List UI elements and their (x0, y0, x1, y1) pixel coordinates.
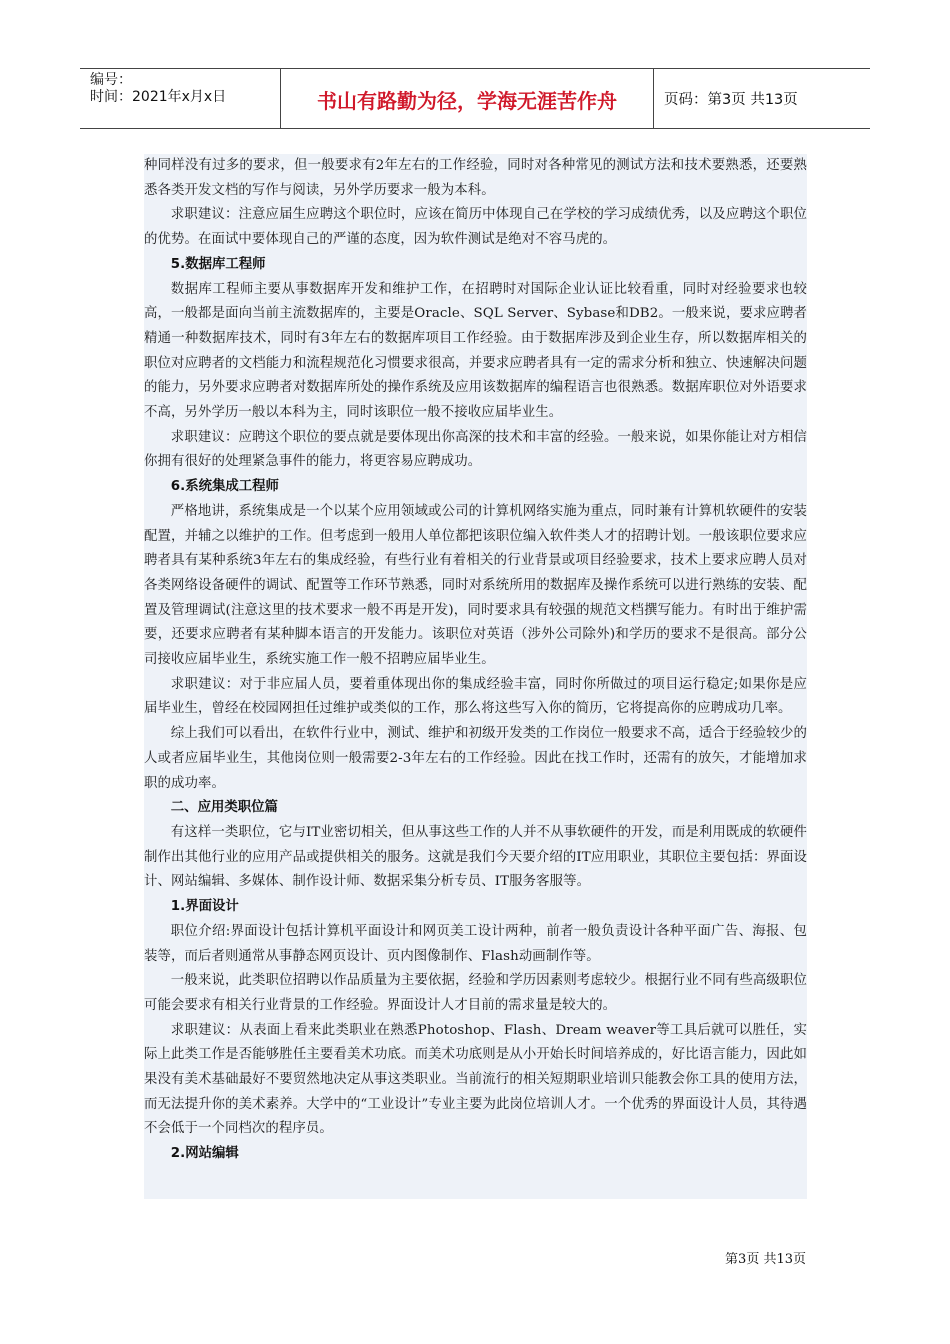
paragraph: 有这样一类职位，它与IT业密切相关，但从事这些工作的人并不从事软硬件的开发，而是利用既成的软硬件制作出其他行业的应用产品或提供相关的服务。这就是我们今天要介绍的IT应用职业，其职位主要包括：界面设计、网站编辑、多媒体、制作设计师、数据采集分析专员、IT服务客服等。 (144, 824, 807, 890)
section-heading: 5.数据库工程师 (170, 256, 266, 272)
header-meta (80, 69, 281, 128)
paragraph: 数据库工程师主要从事数据库开发和维护工作，在招聘时对国际企业认证比较看重，同时对经验要求也较高，一般都是面向当前主流数据库的，主要是Oracle、SQL Server、Sybase和DB2。一般来说，要求应聘者精通一种数据库技术，同时有3年左右的数据库项目工作经验。由于数据库涉及到企业生存，所以数据库相关的职位对应聘者的文档能力和流程规范化习惯要求很高，并要求应聘者具有一定的需求分析和独立、快速解决问题的能力，另外要求应聘者对数据库所处的操作系统及应用该数据库的编程语言也很熟悉。数据库职位对外语要求不高，另外学历一般以本科为主，同时该职位一般不接收应届毕业生。 (144, 281, 807, 421)
doc-time-label: 时间：2021年x月x日 (90, 89, 227, 105)
page-footer: 第3页 共13页 (725, 1252, 806, 1267)
paragraph: 求职建议：注意应届生应聘这个职位时，应该在简历中体现自己在学校的学习成绩优秀，以及应聘这个职位的优势。在面试中要体现自己的严谨的态度，因为软件测试是绝对不容马虎的。 (144, 207, 807, 248)
header-motto: 书山有路勤为径，学海无涯苦作舟 (281, 69, 654, 128)
paragraph: 求职建议：应聘这个职位的要点就是要体现出你高深的技术和丰富的经验。一般来说，如果你能让对方相信你拥有很好的处理紧急事件的能力，将更容易应聘成功。 (144, 429, 807, 470)
paragraph: 严格地讲，系统集成是一个以某个应用领域或公司的计算机网络实施为重点，同时兼有计算机软硬件的安装配置，并辅之以维护的工作。但考虑到一般用人单位都把该职位编入软件类人才的招聘计划。一般该职位要求应聘者具有某种系统3年左右的集成经验，有些行业有着相关的行业背景或项目经验要求，技术上要求应聘人员对各类网络设备硬件的调试、配置等工作环节熟悉，同时对系统所用的数据库及操作系统可以进行熟练的安装、配置及管理调试(注意这里的技术要求一般不再是开发)，同时要求具有较强的规范文档撰写能力。有时出于维护需要，还要求应聘者有某种脚本语言的开发能力。该职位对英语（涉外公司除外)和学历的要求不是很高。部分公司接收应届毕业生，系统实施工作一般不招聘应届毕业生。 (144, 503, 807, 668)
section-heading: 6.系统集成工程师 (170, 479, 279, 495)
paragraph: 求职建议：从表面上看来此类职业在熟悉Photoshop、Flash、Dream weaver等工具后就可以胜任，实际上此类工作是否能够胜任主要看美术功底。而美术功底则是从小开始长时间培养成的，好比语言能力，因此如果没有美术基础最好不要贸然地决定从事这类职业。当前流行的相关短期职业培训只能教会你工具的使用方法，而无法提升你的美术素养。大学中的“工业设计”专业主要为此岗位培训人才。一个优秀的界面设计人员，其待遇不会低于一个同档次的程序员。 (144, 1022, 807, 1137)
paragraph: 职位介绍:界面设计包括计算机平面设计和网页美工设计两种，前者一般负责设计各种平面广告、海报、包装等，而后者则通常从事静态网页设计、页内图像制作、Flash动画制作等。 (144, 923, 807, 964)
page-header (80, 68, 870, 129)
header-page-info: 页码：第3页 共13页 (664, 92, 798, 108)
section-heading: 2.网站编辑 (170, 1146, 239, 1162)
document-body (144, 154, 807, 1199)
paragraph: 综上我们可以看出，在软件行业中，测试、维护和初级开发类的工作岗位一般要求不高，适合于经验较少的人或者应届毕业生，其他岗位则一般需要2-3年左右的工作经验。因此在找工作时，还需有的放矢，才能增加求职的成功率。 (144, 726, 807, 791)
paragraph: 求职建议：对于非应届人员，要着重体现出你的集成经验丰富，同时你所做过的项目运行稳定;如果你是应届毕业生，曾经在校园网担任过维护或类似的工作，那么将这些写入你的简历，它将提高你的应聘成功几率。 (144, 676, 807, 717)
doc-number-label: 编号： (90, 72, 132, 88)
section-heading: 1.界面设计 (170, 899, 239, 915)
section-heading: 二、应用类职位篇 (170, 800, 278, 816)
paragraph: 种同样没有过多的要求，但一般要求有2年左右的工作经验，同时对各种常见的测试方法和技术要熟悉，还要熟悉各类开发文档的写作与阅读，另外学历要求一般为本科。 (144, 158, 807, 198)
paragraph: 一般来说，此类职位招聘以作品质量为主要依据，经验和学历因素则考虑较少。根据行业不同有些高级职位可能会要求有相关行业背景的工作经验。界面设计人才目前的需求量是较大的。 (144, 973, 807, 1013)
